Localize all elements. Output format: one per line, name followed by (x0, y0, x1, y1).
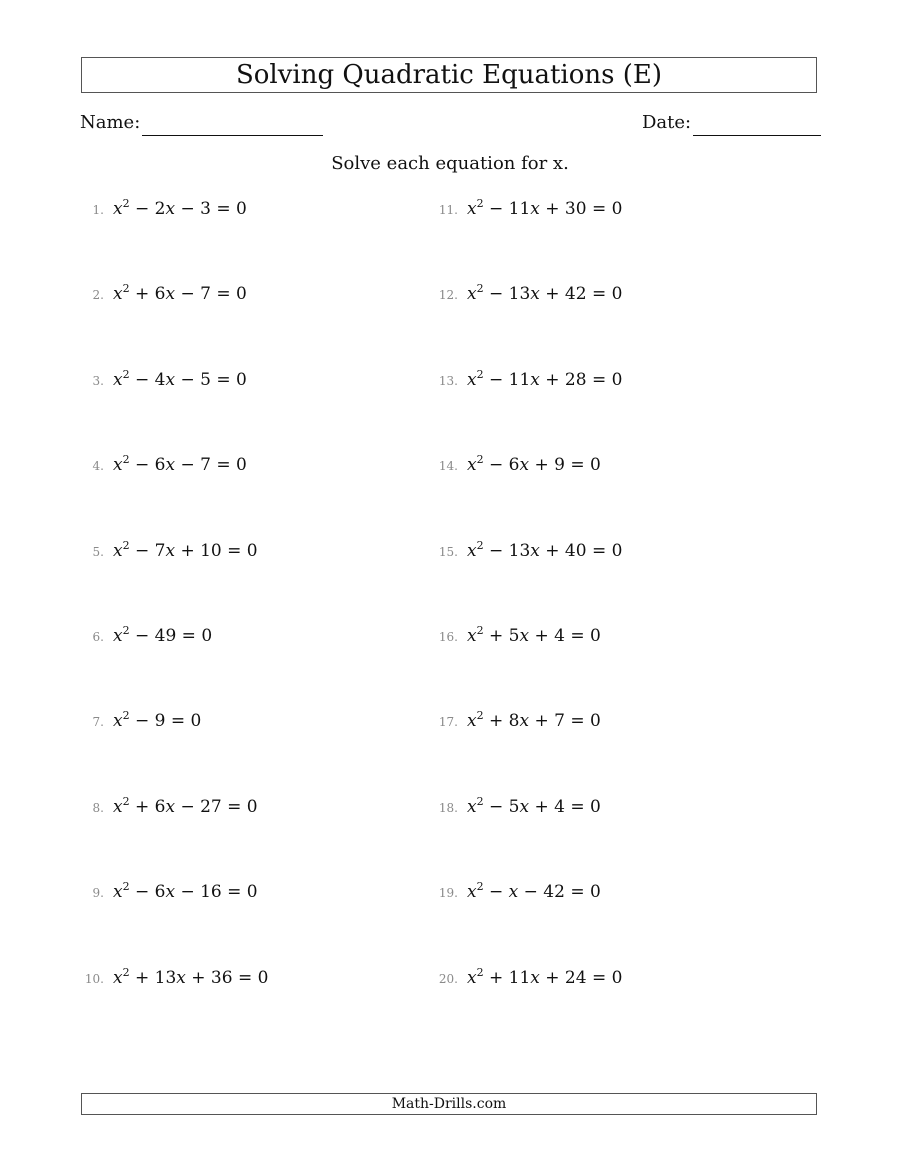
variable-x: x (467, 626, 477, 646)
variable-x: x (165, 540, 176, 561)
exponent: 2 (476, 624, 484, 637)
equation-term: − 7 = 0 (175, 455, 247, 476)
problem-item (78, 199, 247, 223)
exponent: 2 (476, 965, 484, 979)
problem-item (78, 626, 212, 650)
problem-equation (467, 367, 623, 390)
variable-x: x (530, 199, 540, 219)
exponent: 2 (476, 197, 484, 210)
equation-term: + 10 = 0 (175, 540, 258, 561)
problem-number: 20. (438, 971, 458, 986)
variable-x: x (467, 284, 477, 305)
variable-x: x (165, 199, 176, 219)
variable-x: x (165, 455, 176, 476)
exponent: 2 (476, 453, 484, 467)
exponent: 2 (122, 282, 130, 296)
variable-x: x (519, 455, 530, 476)
exponent: 2 (122, 624, 130, 637)
problem-item (432, 626, 601, 650)
problem-number: 5. (92, 544, 104, 559)
exponent: 2 (122, 197, 130, 210)
problem-item (432, 455, 601, 479)
problem-number: 12. (438, 288, 458, 303)
problem-number: 8. (92, 800, 104, 815)
problem-item (432, 882, 601, 906)
equation-term: − 2 (129, 199, 166, 219)
equation-term: − 4 (129, 369, 166, 390)
equation-term: − 7 (129, 540, 166, 561)
equation-term: + 42 = 0 (539, 284, 623, 305)
equation-term: − 27 = 0 (175, 796, 258, 817)
problem-number: 10. (84, 971, 104, 986)
exponent: 2 (122, 538, 130, 552)
problem-number: 14. (438, 459, 458, 474)
variable-x: x (113, 540, 123, 561)
equation-term: − 13 (483, 284, 531, 305)
problem-number: 3. (92, 373, 104, 388)
worksheet-title: Solving Quadratic Equations (E) (81, 57, 817, 93)
equation-term: − 6 (483, 455, 520, 476)
variable-x: x (113, 199, 123, 219)
problem-item (78, 711, 201, 735)
equation-term: − 11 (483, 199, 531, 219)
equation-term: + 4 = 0 (529, 626, 601, 646)
variable-x: x (165, 369, 176, 390)
problem-equation (113, 284, 247, 304)
variable-x: x (113, 882, 123, 903)
equation-term: − 3 = 0 (175, 199, 247, 219)
equation-term: − 5 (483, 796, 520, 817)
problem-equation (113, 199, 247, 219)
equation-term: + 28 = 0 (539, 369, 623, 390)
variable-x: x (113, 455, 123, 476)
date-blank-line[interactable] (693, 135, 821, 136)
exponent: 2 (122, 965, 130, 979)
problem-equation (467, 965, 623, 988)
variable-x: x (519, 796, 530, 817)
variable-x: x (113, 369, 123, 390)
variable-x: x (467, 455, 477, 476)
equation-term: − (483, 882, 509, 903)
problem-item (432, 965, 623, 992)
equation-term: + 11 (483, 967, 531, 988)
variable-x: x (530, 284, 540, 305)
problem-equation (467, 538, 623, 561)
problem-item (78, 794, 258, 821)
variable-x: x (467, 882, 477, 903)
problem-equation (467, 882, 601, 902)
equation-term: + 30 = 0 (539, 199, 623, 219)
problem-number: 9. (92, 886, 104, 901)
exponent: 2 (476, 880, 484, 894)
equation-term: − 5 = 0 (175, 369, 247, 390)
variable-x: x (519, 626, 530, 646)
variable-x: x (113, 626, 123, 646)
exponent: 2 (476, 538, 484, 552)
variable-x: x (176, 967, 186, 988)
equation-term: + 40 = 0 (539, 540, 623, 561)
problem-equation (113, 711, 201, 731)
variable-x: x (467, 967, 477, 988)
problem-item (78, 284, 247, 308)
equation-term: + 6 (129, 284, 166, 305)
instructions: Solve each equation for x. (331, 153, 569, 174)
variable-x: x (530, 369, 540, 390)
problem-number: 13. (438, 373, 458, 388)
variable-x: x (530, 967, 540, 988)
equation-term: − 6 (129, 882, 166, 903)
equation-term: + 13 (129, 967, 177, 988)
variable-x: x (467, 369, 477, 390)
equation-term: + 9 = 0 (529, 455, 601, 476)
exponent: 2 (476, 709, 484, 723)
variable-x: x (467, 796, 477, 817)
equation-term: − 49 = 0 (129, 626, 213, 646)
equation-term: − 11 (483, 369, 531, 390)
problem-equation (467, 284, 622, 304)
problem-item (78, 538, 258, 565)
problem-number: 4. (92, 459, 104, 474)
variable-x: x (113, 711, 123, 732)
problem-number: 1. (92, 203, 104, 217)
equation-term: + 24 = 0 (539, 967, 623, 988)
equation-term: − 7 = 0 (175, 284, 247, 305)
equation-term: + 7 = 0 (529, 711, 601, 732)
name-label: Name: (80, 112, 141, 133)
problem-equation (467, 455, 601, 475)
variable-x: x (530, 540, 540, 561)
equation-term: + 6 (129, 796, 166, 817)
exponent: 2 (122, 453, 130, 467)
problem-equation (113, 626, 212, 646)
equation-term: + 36 = 0 (185, 967, 269, 988)
problem-equation (467, 711, 601, 731)
problem-equation (467, 794, 601, 817)
problem-number: 7. (92, 715, 104, 730)
exponent: 2 (122, 367, 130, 381)
variable-x: x (113, 796, 123, 817)
problem-number: 15. (438, 544, 458, 559)
variable-x: x (467, 711, 477, 732)
problem-equation (113, 965, 269, 988)
name-blank-line[interactable] (142, 135, 323, 136)
problem-number: 18. (438, 800, 458, 815)
footer-credit: Math-Drills.com (81, 1093, 817, 1115)
problem-item (432, 199, 622, 223)
problem-number: 6. (92, 630, 104, 644)
problem-number: 19. (438, 886, 458, 901)
problem-equation (467, 626, 601, 646)
equation-term: − 13 (483, 540, 531, 561)
problem-number: 11. (438, 203, 458, 217)
variable-x: x (165, 796, 176, 817)
exponent: 2 (122, 794, 130, 808)
problem-equation (113, 367, 247, 390)
equation-term: − 6 (129, 455, 166, 476)
variable-x: x (113, 284, 123, 305)
problem-equation (113, 794, 258, 817)
exponent: 2 (122, 709, 130, 723)
problem-item (78, 882, 258, 906)
problem-item (432, 284, 622, 308)
exponent: 2 (476, 794, 484, 808)
problem-number: 2. (92, 288, 104, 303)
problem-item (432, 711, 601, 735)
equation-term: − 16 = 0 (175, 882, 258, 903)
variable-x: x (467, 199, 477, 219)
problem-item (432, 538, 623, 565)
problem-equation (113, 538, 258, 561)
equation-term: + 8 (483, 711, 520, 732)
equation-term: + 4 = 0 (529, 796, 601, 817)
equation-term: − 42 = 0 (518, 882, 601, 903)
problem-number: 16. (438, 630, 458, 644)
variable-x: x (508, 882, 519, 903)
equation-term: + 5 (483, 626, 520, 646)
variable-x: x (165, 284, 176, 305)
problem-item (432, 367, 623, 394)
problem-equation (113, 455, 247, 475)
variable-x: x (519, 711, 530, 732)
problem-number: 17. (438, 715, 458, 730)
problem-item (78, 455, 247, 479)
equation-term: − 9 = 0 (129, 711, 202, 732)
exponent: 2 (476, 282, 484, 296)
problem-item (78, 965, 269, 992)
exponent: 2 (476, 367, 484, 381)
variable-x: x (113, 967, 123, 988)
problem-item (432, 794, 601, 821)
date-label: Date: (642, 112, 692, 133)
exponent: 2 (122, 880, 130, 894)
variable-x: x (165, 882, 176, 903)
problem-item (78, 367, 247, 394)
problem-equation (113, 882, 258, 902)
variable-x: x (467, 540, 477, 561)
problem-equation (467, 199, 622, 219)
